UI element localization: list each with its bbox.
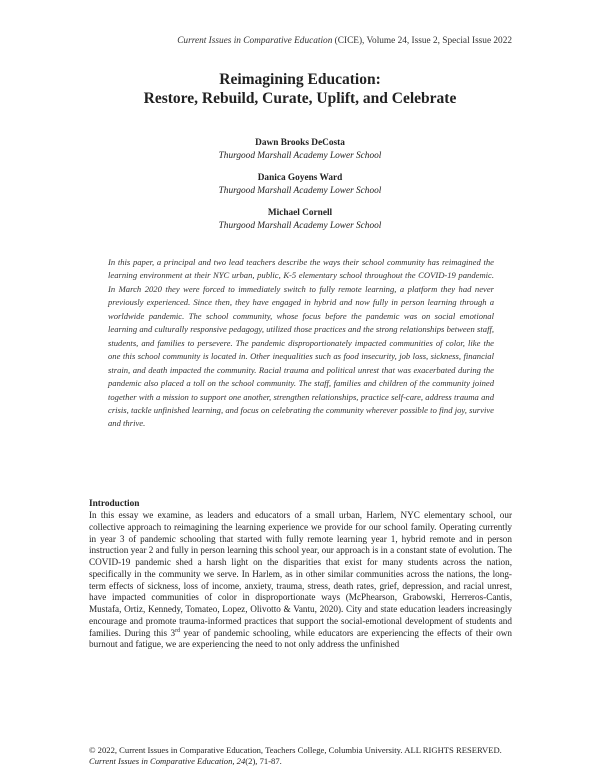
author-list [0,137,600,242]
superscript: rd [175,627,181,634]
footer-journal-citation: Current Issues in Comparative Education, 24 [89,756,246,766]
title-line-2: Restore, Rebuild, Curate, Uplift, and Celebrate [143,90,457,107]
author-block [0,137,600,162]
author-name: Michael Cornell [267,208,333,218]
section-heading: Introduction [89,499,140,509]
paragraph-text: In this essay we examine, as leaders and educators of a small urban, Harlem, NYC elementary school, our collective approach to reimagining the learning experience we provide for our school family. Operating currently in year 3 of pandemic schooling that started with fully remote learning year 1, hybrid remote and in person instruction year 2 and fully in person learning this school year, our approach is in a constant state of evolution. The COVID-19 pandemic shed a harsh light on the disparities that exist for many students across the nation, specifically in the community we serve. In Harlem, as in other similar communities across the nations, the long-term effects of sickness, loss of income, anxiety, trauma, stress, death rates, grief, depression, and racial unrest, have impacted communities of color in disproportionate ways (McPhearson, Grabowski, Herreros-Cantis, Mustafa, Ortiz, Kennedy, Tomateo, Lopez, Olivotto & Vantu, 2020). City and state education leaders increasingly encourage and promote trauma-informed practices that support the social-emotional development of students and families. During this 3 [89,510,512,638]
header-journal-name: Current Issues in Comparative Education [177,36,333,46]
author-block [0,207,600,232]
author-affiliation: Thurgood Marshall Academy Lower School [218,150,382,161]
abstract: In this paper, a principal and two lead teachers describe the ways their school community has reimagined the learning environment at their NYC urban, public, K-5 elementary school throughout the COVID-19 pandemic. In March 2020 they were forced to immediately switch to fully remote learning, a platform they had never previously experienced. Since then, they have engaged in hybrid and now fully in person learning through a worldwide pandemic. The school community, whose focus before the pandemic was on social emotional learning and culturally responsive pedagogy, utilized those practices and the strong relationships between staff, students, and families to persevere. The pandemic disproportionately impacted communities of color, like the one this school community is located in. Other inequalities such as food insecurity, job loss, sickness, financial strain, and death impacted the community. Racial trauma and political unrest that was exacerbated during the pandemic also placed a toll on the school community. The staff, families and children of the community joined together with a mission to support one another, strengthen relationships, practice self-care, address trauma and crisis, tackle unfinished learning, and focus on celebrating the community wherever possible to find joy, survive and thrive. [108,257,494,429]
author-block [0,172,600,197]
author-affiliation: Thurgood Marshall Academy Lower School [218,220,382,231]
paragraph-text-continued: year of pandemic schooling, while educators are experiencing the effects of their own burnout and fatigue, we are experiencing the need to not only address the unfinished [89,627,512,650]
author-name: Dawn Brooks DeCosta [255,138,345,148]
author-affiliation: Thurgood Marshall Academy Lower School [218,185,382,196]
author-name: Danica Goyens Ward [257,173,343,183]
paper-title [0,70,600,108]
title-line-1: Reimagining Education: [219,71,381,88]
body-paragraph [89,510,512,651]
introduction-section [89,498,512,651]
header-volume-info: (CICE), Volume 24, Issue 2, Special Issue 2022 [332,36,512,46]
running-header [177,36,512,46]
footer-copyright: © 2022, Current Issues in Comparative Education, Teachers College, Columbia University. ALL RIGHTS RESERVED. [89,745,502,755]
footer-pages: (2), 71-87. [245,756,282,766]
copyright-footer [89,745,512,767]
